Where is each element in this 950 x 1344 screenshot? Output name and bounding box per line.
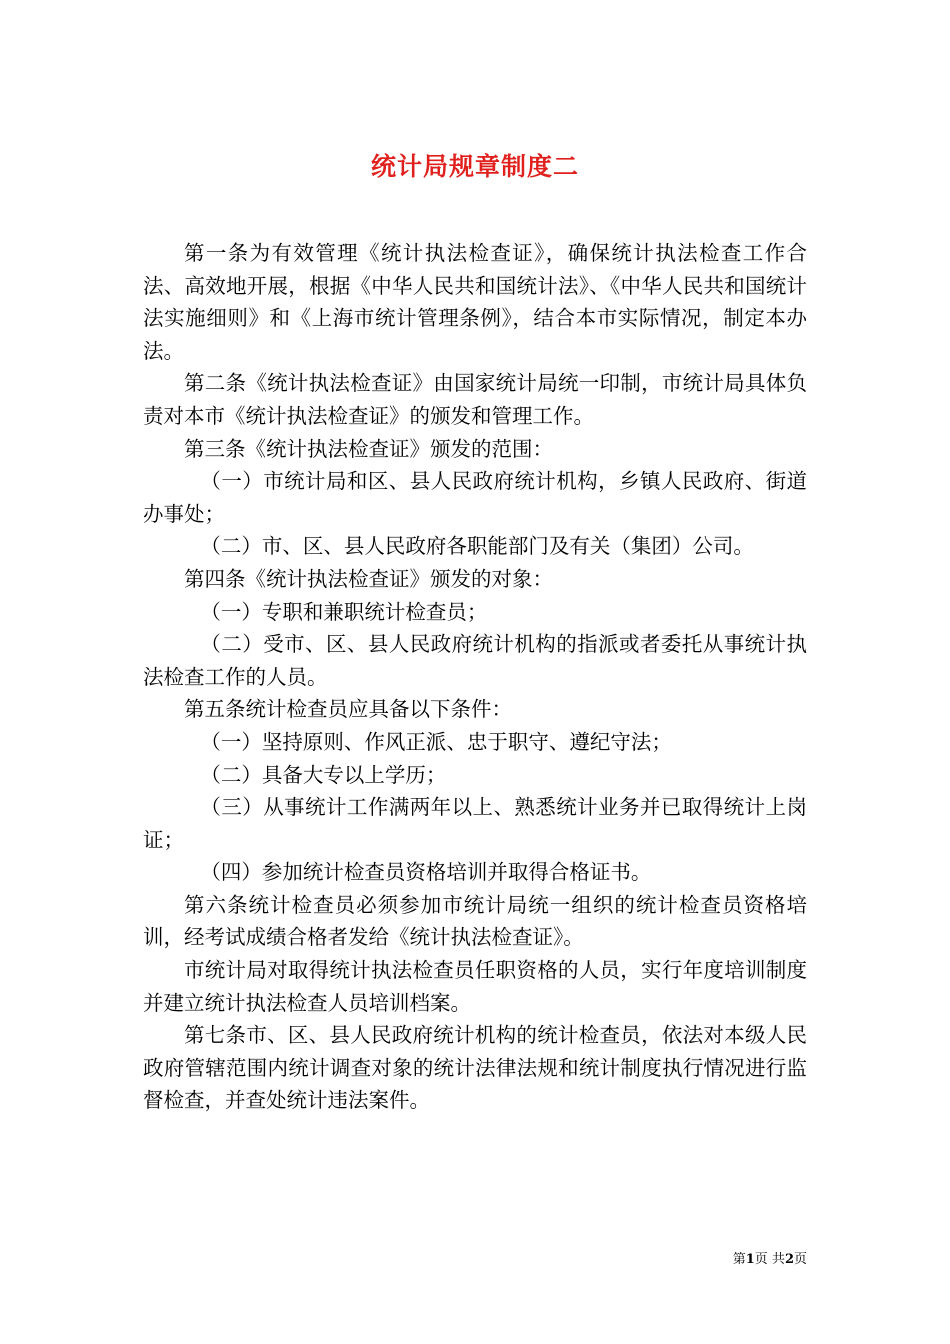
document-body xyxy=(143,237,807,1117)
paragraph-article-4-item-2: （二）受市、区、县人民政府统计机构的指派或者委托从事统计执法检查工作的人员。 xyxy=(143,632,807,689)
paragraph-article-6: 第六条统计检查员必须参加市统计局统一组织的统计检查员资格培训，经考试成绩合格者发给《统计执法检查证》。 xyxy=(143,892,807,950)
footer-prefix: 第 xyxy=(732,1252,746,1267)
footer-suffix: 页 xyxy=(793,1252,807,1267)
footer-current-page: 1 xyxy=(745,1252,755,1267)
paragraph-article-2: 第二条《统计执法检查证》由国家统计局统一印制，市统计局具体负责对本市《统计执法检查证》的颁发和管理工作。 xyxy=(143,371,807,428)
paragraph-article-5-item-4: （四）参加统计检查员资格培训并取得合格证书。 xyxy=(200,860,652,885)
paragraph-article-3: 第三条《统计执法检查证》颁发的范围： xyxy=(184,436,553,461)
footer-total-pages: 2 xyxy=(784,1252,794,1267)
paragraph-article-1: 第一条为有效管理《统计执法检查证》，确保统计执法检查工作合法、高效地开展，根据《中华人民共和国统计法》、《中华人民共和国统计法实施细则》和《上海市统计管理条例》，结合本市实际情况，制定本办法。 xyxy=(143,241,807,363)
paragraph-article-3-item-2: （二）市、区、县人民政府各职能部门及有关（集团）公司。 xyxy=(200,534,754,559)
paragraph-article-3-item-1: （一）市统计局和区、县人民政府统计机构，乡镇人民政府、街道办事处； xyxy=(143,469,807,526)
paragraph-article-4-item-1: （一）专职和兼职统计检查员； xyxy=(200,599,488,624)
paragraph-article-5-item-1: （一）坚持原则、作风正派、忠于职守、遵纪守法； xyxy=(200,729,672,754)
footer-middle: 页 共 xyxy=(754,1252,785,1267)
paragraph-article-5: 第五条统计检查员应具备以下条件： xyxy=(184,697,512,722)
page-title: 统计局规章制度二 xyxy=(370,151,579,181)
paragraph-article-5-item-3: （三）从事统计工作满两年以上、熟悉统计业务并已取得统计上岗证； xyxy=(143,795,807,852)
page-footer xyxy=(733,1248,807,1267)
paragraph-article-7: 第七条市、区、县人民政府统计机构的统计检查员，依法对本级人民政府管辖范围内统计调查对象的统计法律法规和统计制度执行情况进行监督检查，并查处统计违法案件。 xyxy=(143,1023,807,1113)
paragraph-article-5-item-2: （二）具备大专以上学历； xyxy=(200,762,447,787)
paragraph-article-6-training: 市统计局对取得统计执法检查员任职资格的人员，实行年度培训制度并建立统计执法检查人员培训档案。 xyxy=(143,958,807,1015)
paragraph-article-4: 第四条《统计执法检查证》颁发的对象： xyxy=(184,566,553,591)
